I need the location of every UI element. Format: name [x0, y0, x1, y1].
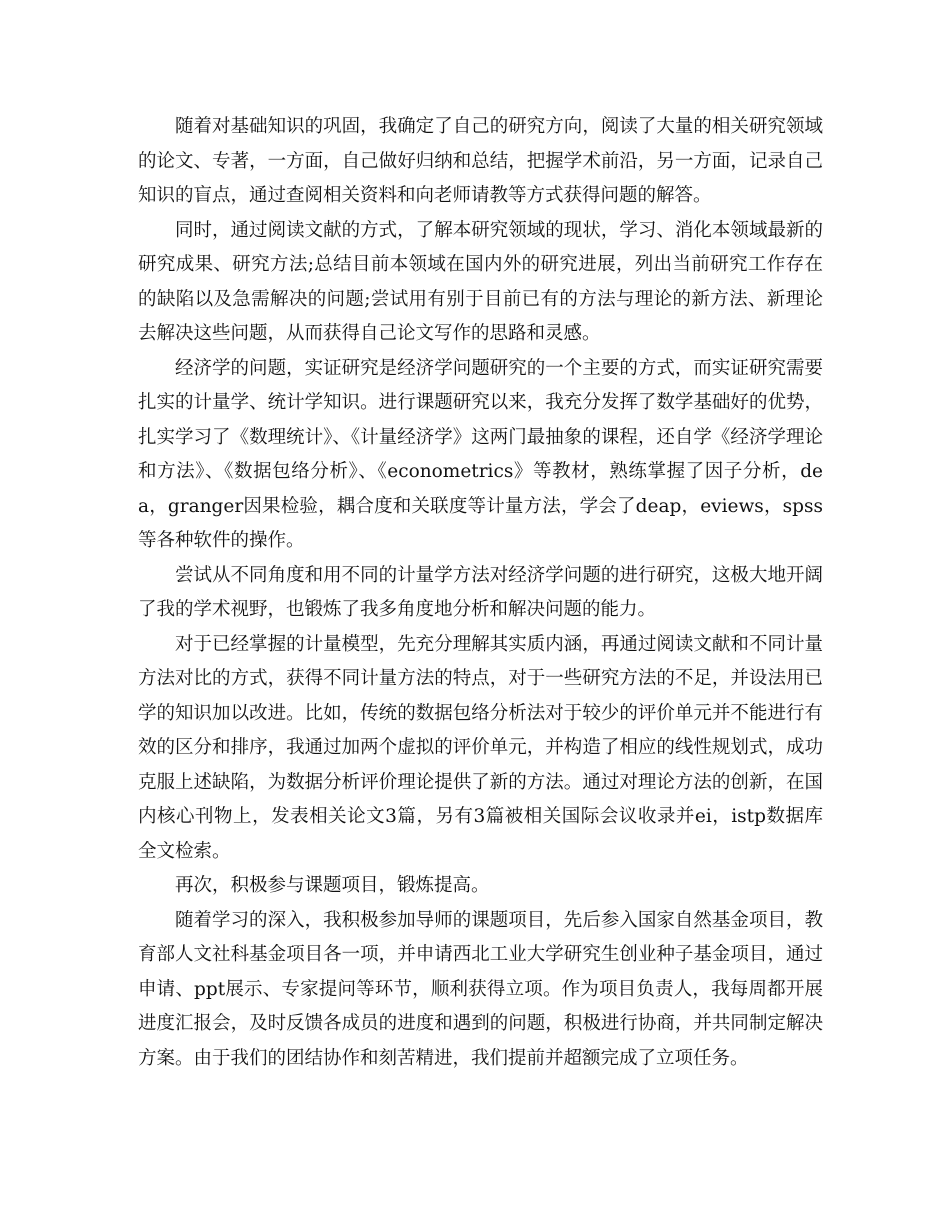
paragraph-2: 同时，通过阅读文献的方式，了解本研究领域的现状，学习、消化本领域最新的研究成果、研究方法;总结目前本领域在国内外的研究进展，列出当前研究工作存在的缺陷以及急需解决的问题;尝试用有别于目前已有的方法与理论的新方法、新理论去解决这些问题，从而获得自己论文写作的思路和灵感。: [138, 219, 823, 344]
document-body: [138, 110, 823, 1076]
paragraph-7: 随着学习的深入，我积极参加导师的课题项目，先后参入国家自然基金项目，教育部人文社科基金项目各一项，并申请西北工业大学研究生创业种子基金项目，通过申请、ppt展示、专家提问等环节，顺利获得立项。作为项目负责人，我每周都开展进度汇报会，及时反馈各成员的进度和遇到的问题，积极进行协商，并共同制定解决方案。由于我们的团结协作和刻苦精进，我们提前并超额完成了立项任务。: [138, 909, 823, 1069]
paragraph-6: 再次，积极参与课题项目，锻炼提高。: [175, 875, 490, 896]
paragraph-4: 尝试从不同角度和用不同的计量学方法对经济学问题的进行研究，这极大地开阔了我的学术视野，也锻炼了我多角度地分析和解决问题的能力。: [138, 564, 823, 620]
paragraph-3: 经济学的问题，实证研究是经济学问题研究的一个主要的方式，而实证研究需要扎实的计量学、统计学知识。进行课题研究以来，我充分发挥了数学基础好的优势，扎实学习了《数理统计》、《计量经济学》这两门最抽象的课程，还自学《经济学理论和方法》、《数据包络分析》、《econometrics》等教材，熟练掌握了因子分析，dea，granger因果检验，耦合度和关联度等计量方法，学会了deap，eviews，spss等各种软件的操作。: [138, 357, 823, 551]
paragraph-1: 随着对基础知识的巩固，我确定了自己的研究方向，阅读了大量的相关研究领域的论文、专著，一方面，自己做好归纳和总结，把握学术前沿，另一方面，记录自己知识的盲点，通过查阅相关资料和向老师请教等方式获得问题的解答。: [138, 116, 823, 206]
paragraph-5: 对于已经掌握的计量模型，先充分理解其实质内涵，再通过阅读文献和不同计量方法对比的方式，获得不同计量方法的特点，对于一些研究方法的不足，并设法用已学的知识加以改进。比如，传统的数据包络分析法对于较少的评价单元并不能进行有效的区分和排序，我通过加两个虚拟的评价单元，并构造了相应的线性规划式，成功克服上述缺陷，为数据分析评价理论提供了新的方法。通过对理论方法的创新，在国内核心刊物上，发表相关论文3篇，另有3篇被相关国际会议收录并ei，istp数据库全文检索。: [138, 633, 823, 862]
